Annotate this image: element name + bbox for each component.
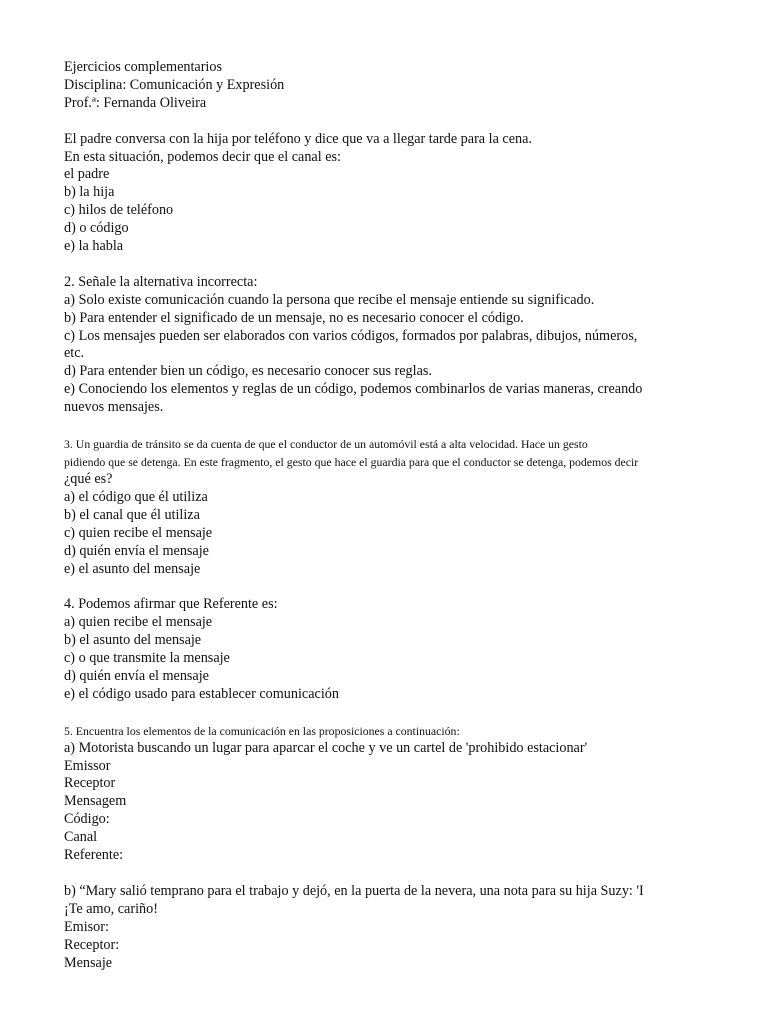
- part-b-field: Receptor:: [64, 936, 120, 953]
- question-2-option: c) Los mensajes pueden ser elaborados con varios códigos, formados por palabras, dibujos, números,: [64, 327, 638, 344]
- question-5-part-a: a) Motorista buscando un lugar para aparcar el coche y ve un cartel de 'prohibido estacionar': [64, 739, 588, 756]
- part-a-field: Mensagem: [64, 793, 127, 810]
- question-4-option: c) o que transmite la mensaje: [64, 650, 230, 667]
- question-5-part-b-line: ¡Te amo, cariño!: [64, 900, 158, 917]
- question-4-option: a) quien recibe el mensaje: [64, 614, 213, 631]
- question-4: [64, 596, 754, 703]
- question-1-option: el padre: [64, 166, 110, 183]
- question-1: [64, 131, 754, 256]
- question-2: [64, 274, 754, 417]
- question-3-option: a) el código que él utiliza: [64, 488, 208, 505]
- document-page: [64, 59, 754, 972]
- question-2-option-continued: etc.: [64, 345, 85, 362]
- discipline-line: Disciplina: Comunicación y Expresión: [64, 76, 285, 93]
- question-5-stem: 5. Encuentra los elementos de la comunicación en las proposiciones a continuación:: [64, 723, 460, 738]
- question-3-stem-end: ¿qué es?: [64, 470, 113, 487]
- question-2-option: a) Solo existe comunicación cuando la persona que recibe el mensaje entiende su significado.: [64, 291, 595, 308]
- question-4-option: e) el código usado para establecer comunicación: [64, 685, 339, 702]
- document-header: [64, 59, 754, 113]
- question-3: [64, 435, 754, 578]
- question-1-stem-line: El padre conversa con la hija por teléfono y dice que va a llegar tarde para la cena.: [64, 130, 532, 147]
- question-5-part-b-line: b) “Mary salió temprano para el trabajo y dejó, en la puerta de la nevera, una nota para su hija Suzy: 'I: [64, 882, 644, 899]
- part-a-field: Código:: [64, 811, 110, 828]
- part-a-field: Referente:: [64, 847, 124, 864]
- question-3-option: e) el asunto del mensaje: [64, 560, 201, 577]
- question-1-option: d) o código: [64, 220, 129, 237]
- question-3-stem-line: pidiendo que se detenga. En este fragmento, el gesto que hace el guardia para que el conductor se detenga, podemos decir: [64, 454, 639, 469]
- question-3-option: d) quién envía el mensaje: [64, 542, 209, 559]
- question-2-option: d) Para entender bien un código, es necesario conocer sus reglas.: [64, 363, 432, 380]
- question-4-option: b) el asunto del mensaje: [64, 632, 202, 649]
- question-5: [64, 722, 754, 973]
- question-2-option: b) Para entender el significado de un mensaje, no es necesario conocer el código.: [64, 309, 524, 326]
- part-b-field: Mensaje: [64, 954, 113, 971]
- part-a-field: Receptor: [64, 775, 116, 792]
- question-1-option: e) la habla: [64, 238, 124, 255]
- part-a-field: Canal: [64, 829, 98, 846]
- professor-line: Prof.ª: Fernanda Oliveira: [64, 94, 207, 111]
- question-1-option: b) la hija: [64, 184, 115, 201]
- question-1-option: c) hilos de teléfono: [64, 202, 174, 219]
- question-3-stem-line: 3. Un guardia de tránsito se da cuenta de que el conductor de un automóvil está a alta velocidad. Hace un gesto: [64, 436, 588, 451]
- question-4-option: d) quién envía el mensaje: [64, 667, 209, 684]
- question-3-option: c) quien recibe el mensaje: [64, 524, 213, 541]
- part-b-field: Emisor:: [64, 918, 109, 935]
- question-2-stem: 2. Señale la alternativa incorrecta:: [64, 273, 258, 290]
- question-3-option: b) el canal que él utiliza: [64, 506, 200, 523]
- question-2-option: e) Conociendo los elementos y reglas de un código, podemos combinarlos de varias maneras, creando: [64, 381, 643, 398]
- question-2-option-continued: nuevos mensajes.: [64, 399, 164, 416]
- document-title: Ejercicios complementarios: [64, 59, 222, 75]
- question-4-stem: 4. Podemos afirmar que Referente es:: [64, 596, 278, 613]
- question-1-stem-line: En esta situación, podemos decir que el canal es:: [64, 148, 341, 165]
- part-a-field: Emissor: [64, 757, 111, 774]
